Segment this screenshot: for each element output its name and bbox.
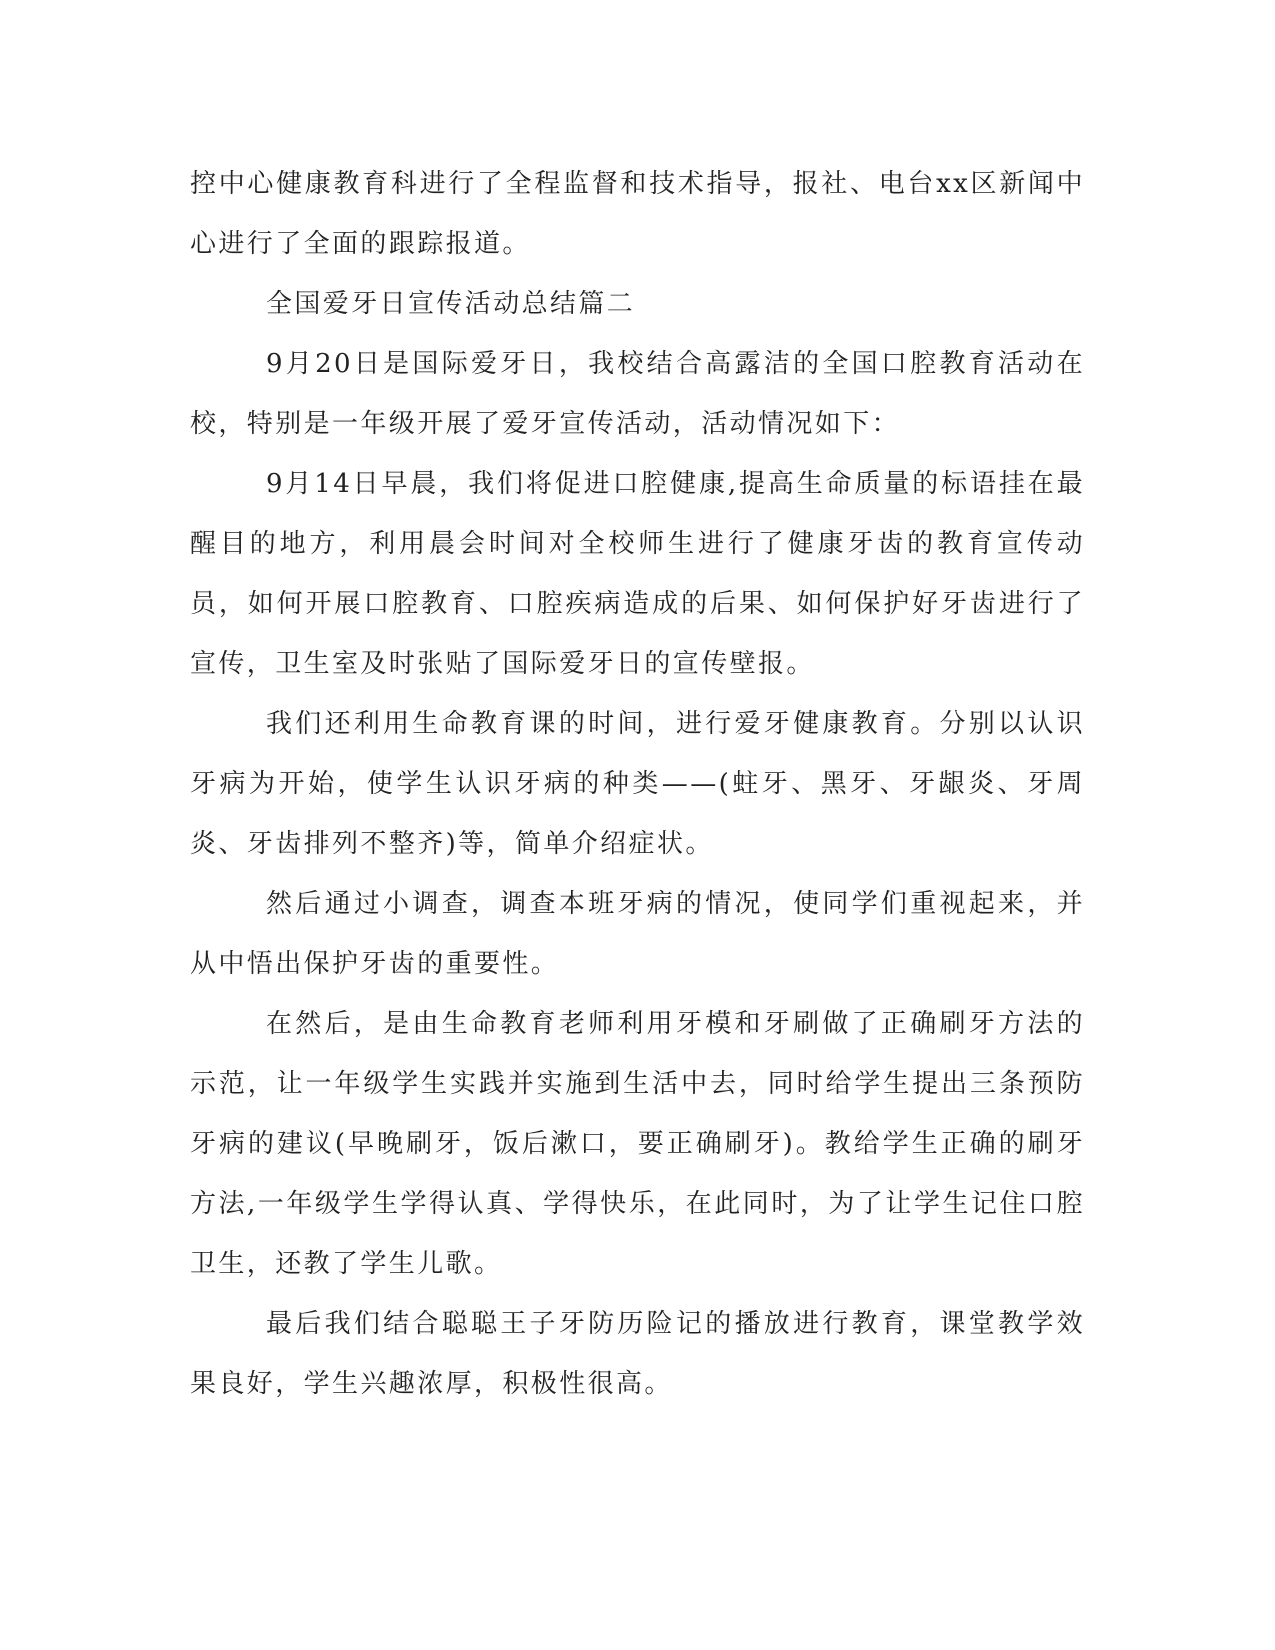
paragraph-morning-activity: 9月14日早晨，我们将促进口腔健康,提高生命质量的标语挂在最醒目的地方，利用晨会时间对全校师生进行了健康牙齿的教育宣传动员，如何开展口腔教育、口腔疾病造成的后果、如何保护好牙齿进行了宣传，卫生室及时张贴了国际爱牙日的宣传壁报。 [190,469,1085,679]
paragraph-health-class: 我们还利用生命教育课的时间，进行爱牙健康教育。分别以认识牙病为开始，使学生认识牙病的种类——(蛀牙、黑牙、牙龈炎、牙周炎、牙齿排列不整齐)等，简单介绍症状。 [190,709,1085,859]
paragraph-brushing-demo: 在然后，是由生命教育老师利用牙模和牙刷做了正确刷牙方法的示范，让一年级学生实践并实施到生活中去，同时给学生提出三条预防牙病的建议(早晚刷牙，饭后漱口，要正确刷牙)。教给学生正确的刷牙方法,一年级学生学得认真、学得快乐，在此同时，为了让学生记住口腔卫生，还教了学生儿歌。 [190,1009,1085,1279]
paragraph-continuation: 控中心健康教育科进行了全程监督和技术指导，报社、电台xx区新闻中心进行了全面的跟踪报道。 [190,169,1085,259]
paragraph-survey: 然后通过小调查，调查本班牙病的情况，使同学们重视起来，并从中悟出保护牙齿的重要性。 [190,889,1085,979]
document-body [190,154,1085,1414]
paragraph-intro: 9月20日是国际爱牙日，我校结合高露洁的全国口腔教育活动在校，特别是一年级开展了爱牙宣传活动，活动情况如下： [190,349,1085,439]
section-heading: 全国爱牙日宣传活动总结篇二 [266,289,636,319]
paragraph-conclusion: 最后我们结合聪聪王子牙防历险记的播放进行教育，课堂教学效果良好，学生兴趣浓厚，积极性很高。 [190,1309,1085,1399]
